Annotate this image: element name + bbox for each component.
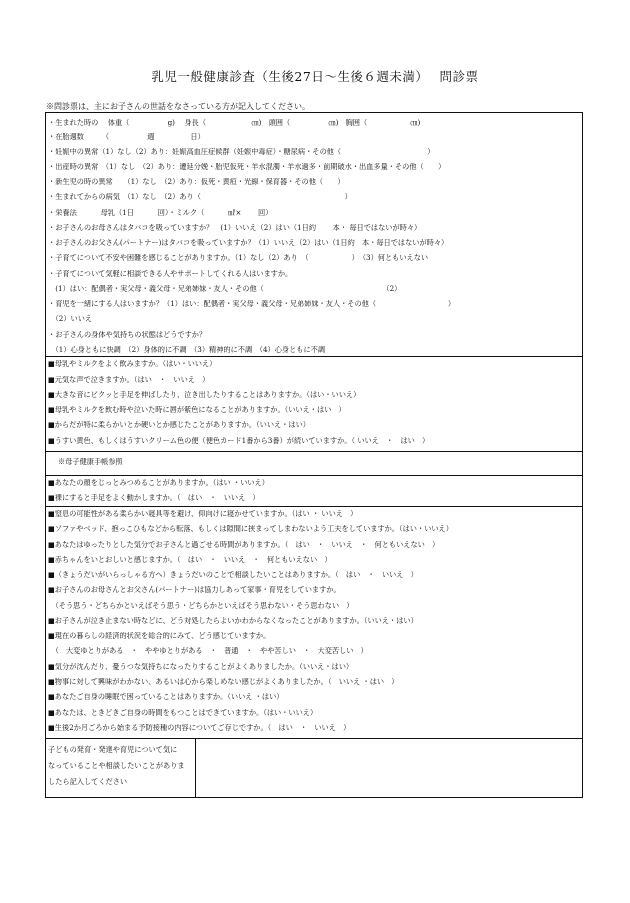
question-item: ・お子さんのお父さん(パートナー)はタバコを吸っていますか？（1）いいえ（2）はい（1日約 本・毎日ではないが時々） xyxy=(48,239,449,247)
question-item: ■大きな音にビクッと手足を伸ばしたり、泣き出したりすることはありますか。（はい・いいえ） xyxy=(48,391,361,399)
question-item: ■生後2か月ごろから始まる予防接種の内容についてご存じですか。（ はい ・ いいえ ） xyxy=(48,724,351,732)
question-item: ■裸にすると手足をよく動かしますか。（ はい ・ いいえ ） xyxy=(48,494,260,502)
question-item: ■気分が沈んだり、憂うつな気持ちになったりすることがよくありましたか。（いいえ・はい） xyxy=(48,663,354,671)
question-item: ■母乳やミルクを飲む時や泣いた時に唇が紫色になることがありますか。（いいえ・はい ） xyxy=(48,406,346,414)
question-item: ■母乳やミルクをよく飲みますか。（はい・いいえ） xyxy=(48,360,217,368)
question-item: ■お子さんのお母さんとお父さん(パートナー)は協力しあって家事・育児をしていますか。 xyxy=(48,586,341,594)
question-item: ・出産時の異常 （1）なし （2）あり：遷延分娩・胎児仮死・羊水混濁・羊水過多・前期破水・出血多量・その他（ ） xyxy=(48,163,446,171)
question-item: （そう思う・どちらかといえばそう思う・どちらかといえばそう思わない・そう思わない ） xyxy=(48,602,354,610)
question-item: ■あなたは、ときどきご自身の時間をもつことはできていますか。（はい・いいえ） xyxy=(48,709,318,717)
free-text-label-line: したら記入してください xyxy=(48,777,128,786)
question-item: （ 大変ゆとりがある ・ ややゆとりがある ・ 普通 ・ やや苦しい ・ 大変苦しい ） xyxy=(48,647,368,655)
free-text-label-line: 子どもの発育・発達や育児について気に xyxy=(48,745,178,754)
question-item: (1）はい：配偶者・実父母・義父母・兄弟姉妹・友人・その他（ （2） xyxy=(48,285,402,293)
question-item: （1）心身ともに快調 （2）身体的に不調 （3）精神的に不調 （4）心身ともに不調 xyxy=(48,346,326,354)
question-item: ・在胎週数 （ 週 日） xyxy=(48,133,205,141)
question-item: ■あなたの顔をじっとみつめることがありますか。（はい ・いいえ） xyxy=(48,479,269,487)
question-item: ■あなたご自身の睡眠で困っていることはありますか。（いいえ ・はい） xyxy=(48,693,284,701)
free-text-label-line: なっていることや相談したいことがありま xyxy=(48,761,185,770)
question-item: ■からだが特に柔らかいとか硬いとか感じたことがありますか。（いいえ・はい） xyxy=(48,421,310,429)
instruction-note: ※問診票は、主にお子さんの世話をなさっている方が記入してください。 xyxy=(46,102,310,111)
question-item: ■（きょうだいがいらっしゃる方へ）きょうだいのことで相談したいことはありますか。（ はい ・ いいえ ） xyxy=(48,571,418,579)
question-item: ・子育てについて不安や困難を感じることがありますか。（1）なし（2）あり （ ） （3）何ともいえない xyxy=(48,254,429,262)
question-item: ■あなたはゆったりとした気分でお子さんと過ごせる時間がありますか。（ はい ・ いいえ ・ 何ともいえない ） xyxy=(48,541,440,549)
question-item: ■お子さんが泣き止まない時などに、どう対処したらよいかわからなくなったことがありますか。（いいえ・はい） xyxy=(48,617,418,625)
question-item: ■現在の暮らしの経済的状況を総合的にみて、どう感じていますか。 xyxy=(48,632,271,640)
section-header: ※母子健康手帳参照 xyxy=(58,458,123,466)
question-item: ・お子さんの身体や気持ちの状態はどうですか？ xyxy=(48,331,207,339)
question-item: ・栄養法 母乳（1日 回）・ミルク（ ㎖× 回） xyxy=(48,209,273,217)
question-item: ■赤ちゃんをいとおしいと感じますか。（ はい ・ いいえ ・ 何ともいえない ） xyxy=(48,556,332,564)
question-item: ■元気な声で泣きますか。（はい ・ いいえ ） xyxy=(48,376,210,384)
section-development xyxy=(46,475,582,506)
questionnaire-form xyxy=(45,112,583,798)
page-title: 乳児一般健康診査（生後27日～生後６週未満） 問診票 xyxy=(151,69,479,84)
question-item: ・生まれてからの病気 （1）なし （2）あり（ ） xyxy=(48,193,352,201)
question-item: ・お子さんのお母さんはタバコを吸っていますか？ (1）いいえ（2）はい（1日約 本・ 毎日ではないが時々） xyxy=(48,224,422,232)
question-item: ・生まれた時の 体重（ g) 身長（ ㎝) 頭囲（ ㎝) 胸囲（ ㎝) xyxy=(48,119,421,127)
question-item: ■ソファやベッド、抱っこひもなどから転落、もしくは隙間に挟まってしまわないよう工夫をしていますか。（はい・いいえ） xyxy=(48,525,453,533)
question-item: （2）いいえ xyxy=(48,315,93,323)
free-text-label xyxy=(46,738,196,797)
question-item: ■窒息の可能性がある柔らかい寝具等を避け、仰向けに寝かせていますか。（はい ・ いいえ ） xyxy=(48,510,358,518)
question-item: ■うすい黄色、もしくはうすいクリーム色の便（便色カード1番から3番）が続いていますか。（ いいえ ・ はい ） xyxy=(48,437,430,445)
free-text-input-area[interactable] xyxy=(196,738,582,797)
free-text-section xyxy=(46,738,582,797)
question-item: ・妊娠中の異常（1）なし（2）あり：妊娠高血圧症候群（妊娠中毒症）・糖尿病・その他（ ） xyxy=(48,148,435,156)
question-item: ・育児を一緒にする人はいますか？（1）はい：配偶者・実父母・義父母・兄弟姉妹・友人・その他（ ） xyxy=(48,300,456,308)
question-item: ■物事に対して興味がわかない、あるいは心から楽しめない感じがよくありましたか。（ いいえ ・はい ） xyxy=(48,678,399,686)
section-birth-info xyxy=(46,113,582,356)
section-baby-health xyxy=(46,356,582,451)
question-item: ・子育てについて気軽に相談できる人やサポートしてくれる人はいますか。 xyxy=(48,270,293,278)
question-item: ・新生児の時の異常 （1）なし （2）あり：仮死・黄疸・光線・保育器・その他（ ） xyxy=(48,178,345,186)
section-handbook-header xyxy=(46,451,582,475)
section-parent-wellbeing xyxy=(46,506,582,738)
